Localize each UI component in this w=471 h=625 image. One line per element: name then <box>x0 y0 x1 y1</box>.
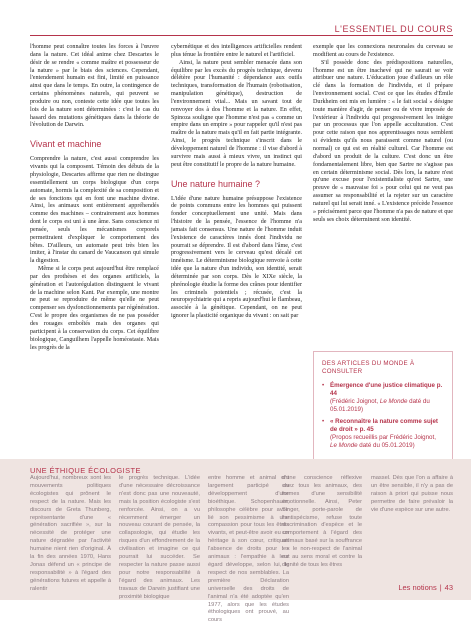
panel-text-column: Aujourd'hui, nombreux sont les mouvements politiques écologistes qui prônent le respect de la nature. Mais les discours de Greta Thunberg, représentante d'une « génération sacrifiée », sur la nécessité de protéger une nature dégradée par l'activité humaine nient rien d'original. À la fin des années 1970, Hans Jonas défend un « principe de responsabilité » à l'égard des générations futures et appelle à ralentir <box>30 475 111 592</box>
paragraph: l'homme peut connaître toutes les forces à l'œuvre dans la nature. Cet idéal anime chez Descartes le désir de se rendre « comme maître et possesseur de la nature » par le biais des sciences. Cependant, l'entendement humain est fini, limité en puissance ainsi que dans le temps. En outre, la contingence de certains phénomènes naturels, qui peuvent se produire ou non, conteste cette idée que toutes les lois de la nature sont déterminées : c'est le cas du hasard des mutations génétiques dans la théorie de l'évolution de Darwin. <box>30 44 159 129</box>
article-reference: (Propos recueillis par Frédéric Joignot, Le Monde daté du 05.01.2019) <box>330 434 436 449</box>
text-column-1 <box>30 44 159 352</box>
section-heading: Une nature humaine ? <box>171 178 261 189</box>
panel-title: UNE ÉTHIQUE ÉCOLOGISTE <box>30 466 141 475</box>
paragraph: exemple que les connexions neuronales du cerveau se modifient au cours de l'existence. <box>313 44 453 58</box>
bullet-icon: • <box>322 418 325 425</box>
paragraph: Ainsi, la nature peut sembler menacée dans son équilibre par les excès du progrès technique, devenu délétère pour l'humanité : dépendance aux outils techniques, transformation de l'humain (robotisation, manipulation génétique), destruction de l'environnement vital... Mais un savant tout de renvoyer dos à dos l'homme et la nature. En effet, Spinoza souligne que l'homme n'est pas « comme un empire dans un empire » pour rappeler qu'il n'est pas maître de la nature mais qu'il en fait partie intégrante. Ainsi, le progrès technique s'inscrit dans le développement naturel de l'homme : il vise d'abord à survivre mais aussi à mieux vivre, un instinct qui peut être constitutif le propre de la nature humaine. <box>171 59 302 168</box>
text-column-3 <box>313 44 453 224</box>
page-number: 43 <box>444 583 453 592</box>
header-rule <box>30 35 453 36</box>
bullet-icon: • <box>322 382 325 389</box>
paragraph: S'il possède donc des prédispositions naturelles, l'homme est un être inachevé qui ne saurait se voir attribuer une nature. L'éducation joue d'ailleurs un rôle clé dans la formation de l'individu, et il prépare l'environnement social. C'est ce que les études d'Émile Durkheim ont mis en lumière : « le fait social » désigne toute manière d'agir, de penser ou de vivre imposée de l'extérieur à l'individu qui progressivement les intègre par un processus que l'on appelle acculturation. C'est pour cette raison que nos apprentissages nous semblent si évidents qu'ils nous paraissent comme naturel (ou normal) ce qui est en réalité culturel. Car l'homme est d'abord un produit de la culture. C'est donc un être fondamentalement libre, bien que Sartre ne s'agisse pas en certain déterminisme social. Dès lors, la nature n'est qu'une excuse pour l'existentialiste qu'est Sartre, une preuve de « mauvaise foi » pour celui qui ne veut pas assumer sa responsabilité et la rejeter sur un caractère naturel qui lui serait inné. « L'existence précède l'essence » précisément parce que l'homme n'a pas de nature et que seuls ses choix déterminent son identité. <box>313 59 453 223</box>
sidebar-title: DES ARTICLES DU MONDE À CONSULTER <box>322 360 415 375</box>
paragraph: Même si le corps peut aujourd'hui être remplacé par des prothèses et des organes artificiels, la génération et l'autorégulation distinguent le vivant de la machine selon Kant. Par exemple, une montre ne peut se reproduire de même qu'elle ne peut compenser ses dysfonctionnements par régénération. C'est le propre des organismes de ne pas posséder des rouages emboîtés mais des organes qui participent à la conservation du corps. Cet équilibre biologique, Canguilhem l'appelle homéostasie. Mais les progrès de la <box>30 266 159 351</box>
footer-label: Les notions <box>398 583 437 592</box>
article-reference: (Frédéric Joignot, Le Monde daté du 05.01.2019) <box>330 398 430 413</box>
articles-sidebar <box>313 351 453 469</box>
article-title: Émergence d'une justice climatique p. 44 <box>330 382 443 397</box>
text-column-2 <box>171 44 302 321</box>
paragraph: L'idée d'une nature humaine présuppose l'existence de points communs entre les hommes qui puissent fonder conceptuellement une unité. Mais dans l'histoire de la pensée, l'essence de l'homme n'a jamais fait consensus. Une nature de l'homme induit l'existence de caractères innés dont l'individu ne pourrait se déprendre. Il est d'abord dans l'âme, c'est progressivement vers le cerveau qu'est décalé cet innéisme. Le déterminisme biologique renvoie à cette idée que la nature d'un individu, son identité, serait déterminée par son corps. Dès le XIXe siècle, la phrénologie étudie la forme des crânes pour identifier les criminels potentiels ; récusée, c'est la neuropsychiatrie qui a repris aujourd'hui le flambeau, associée à la génétique. Cependant, on ne peut ignorer la plasticité organique du vivant : on sait par <box>171 195 302 320</box>
article-item[interactable] <box>322 382 444 414</box>
panel-text-column: le progrès technique. L'idée d'une nécessaire décroissance n'est donc pas une nouveauté, mais la position écologiste s'est renforcée. Ainsi, on a vu récemment émerger un nouveau courant de pensée, la collapsologie, qui étudie les risques d'un effondrement de la civilisation et imagine ce qui pourrait lui succéder. Se respecter la nature passe aussi pour notre responsabilité à l'égard des animaux. Les travaux de Darwin justifiant une proximité biologique <box>119 475 200 600</box>
panel-text-column: d'une conscience réflexive chez tous les animaux, des formes d'une sensibilité émotionnelle. Ainsi, Peter Singer, porte-parole de l'antispécisme, refuse toute discrimination d'espèce et le comportement à l'égard des animaux basé sur la souffrance : « le non-respect de l'animal est au sens moral et contre la dignité de tous les êtres <box>282 475 362 568</box>
article-title: « Reconnaître la nature comme sujet de droit » p. 45 <box>330 418 438 433</box>
paragraph: cybernétique et des intelligences artificielles rendent plus ténue la frontière entre le naturel et l'artificiel. <box>171 44 302 58</box>
section-title: L'ESSENTIEL DU COURS <box>331 24 453 34</box>
panel-text-column: massel. Dès que l'on a affaire à un être sensible, il n'y a pas de raison à priori qui puisse nous permettre de faire prévaloir la vie d'une espèce sur une autre. <box>371 475 453 513</box>
section-heading: Vivant et machine <box>30 139 102 150</box>
panel-text-column: entre homme et animal ont largement participé au développement d'une bioéthique. Schopenhauer, philosophe célèbre pour avoir lié son pessimisme à une compassion pour tous les êtres vivants, et peut-être avoir eu un héritage à son cœur, critiquait l'absence de droits pour les animaux : l'empathie à leur égard développe, selon lui, le respect de nos semblables. La première Déclaration universelle des droits de l'animal n'a été adoptée qu'en 1977, alors que les études éthologiques ont prouvé, au cours <box>208 475 289 624</box>
page-footer: Les notions | 43 <box>398 583 453 592</box>
paragraph: Comprendre la nature, c'est aussi comprendre les vivants qui la composent. Témoin des débuts de la physiologie, Descartes affirme que rien ne distingue essentiellement un corps biologique d'un corps automate, hormis la complexité de sa composition et de ses fonctions qui en font une machine divine. Ainsi, les animaux sont entièrement appréhendés comme des machines – contrairement aux hommes dont le corps est uni à une âme. Sans conscience ni pensée, seuls les mécanismes corporels permettraient d'expliquer le comportement des bêtes. D'ailleurs, un automate peut très bien les imiter, à l'instar du canard de Vaucanson qui simule la digestion. <box>30 156 159 265</box>
article-item[interactable] <box>322 418 444 450</box>
